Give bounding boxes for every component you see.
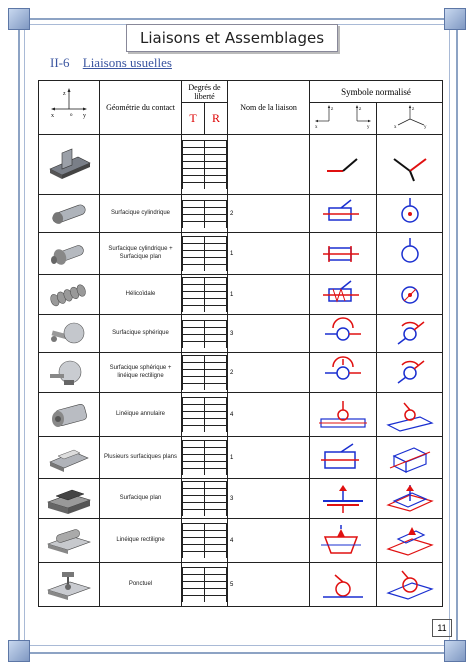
geometry-label: Surfacique cylindrique [100,195,182,233]
section-title: Liaisons usuelles [82,55,172,70]
table-row [39,479,443,519]
symbol-2d [310,275,377,315]
part-illustration [39,353,100,393]
dof-count [228,135,310,195]
table-row [39,275,443,315]
symbol-2d [310,135,377,195]
symbol-2d [310,437,377,479]
svg-text:x: x [51,113,54,119]
section-number: II-6 [50,55,70,70]
symbol-3d [377,195,443,233]
table-row [39,315,443,353]
dof-grid [182,135,228,195]
svg-text:z: z [411,107,414,112]
part-illustration [39,315,100,353]
table-row [39,393,443,437]
svg-text:z: z [63,91,66,97]
dof-count: 3 [228,479,310,519]
corner-ornament-bottom-left [8,640,30,662]
geometry-label: Surfacique cylindrique + Surfacique plan [100,233,182,275]
symbol-axes-2d [310,103,377,135]
symbol-2d [310,479,377,519]
table-row [39,195,443,233]
part-illustration [39,195,100,233]
symbol-axes-3d [377,103,443,135]
dof-grid [182,437,228,479]
symbol-2d [310,233,377,275]
page-title-box [126,24,338,52]
geometry-label: Hélicoïdale [100,275,182,315]
symbol-header: Symbole normalisé [310,81,443,103]
symbol-2d [310,563,377,607]
name-header: Nom de la liaison [228,81,310,135]
dof-grid [182,233,228,275]
part-illustration [39,233,100,275]
symbol-3d [377,563,443,607]
dof-count: 1 [228,233,310,275]
table-row [39,519,443,563]
page-number: 11 [432,619,452,637]
symbol-2d [310,353,377,393]
table-row [39,353,443,393]
dof-count: 2 [228,195,310,233]
axes-header-cell [39,81,100,135]
dof-grid [182,275,228,315]
dof-count: 5 [228,563,310,607]
dof-count: 1 [228,437,310,479]
symbol-3d [377,135,443,195]
symbol-3d [377,233,443,275]
corner-ornament-top-left [8,8,30,30]
part-illustration [39,519,100,563]
dof-count: 4 [228,519,310,563]
svg-text:o: o [70,113,73,118]
table-row [39,135,443,195]
corner-ornament-top-right [444,8,466,30]
geometry-label: Surfacique sphérique [100,315,182,353]
symbol-3d [377,353,443,393]
dof-grid [182,195,228,233]
geometry-header: Géométrie du contact [100,81,182,135]
t-header: T [182,103,205,135]
axes-icon [44,85,94,125]
r-header: R [205,103,228,135]
svg-text:z: z [331,107,334,112]
part-illustration [39,437,100,479]
symbol-3d [377,315,443,353]
geometry-label: Ponctuel [100,563,182,607]
page-title: Liaisons et Assemblages [139,29,325,47]
geometry-label: Plusieurs surfaciques plans [100,437,182,479]
symbol-2d [310,195,377,233]
section-heading [50,55,172,71]
geometry-label: Surfacique plan [100,479,182,519]
part-illustration [39,393,100,437]
part-illustration [39,135,100,195]
symbol-3d [377,519,443,563]
geometry-label [100,135,182,195]
dof-grid [182,563,228,607]
dof-grid [182,353,228,393]
svg-text:y: y [367,125,370,129]
geometry-label: Linéique annulaire [100,393,182,437]
table-row [39,437,443,479]
dof-grid [182,315,228,353]
part-illustration [39,479,100,519]
liaisons-table [38,80,443,607]
part-illustration [39,275,100,315]
dof-count: 3 [228,315,310,353]
dof-count: 1 [228,275,310,315]
svg-text:z: z [359,107,362,112]
symbol-3d [377,275,443,315]
symbol-2d [310,393,377,437]
symbol-2d [310,315,377,353]
svg-text:y: y [83,113,86,119]
dof-grid [182,519,228,563]
symbol-2d [310,519,377,563]
svg-text:x: x [393,125,397,129]
svg-text:x: x [315,125,318,129]
svg-text:y: y [423,125,427,129]
geometry-label: Surfacique sphérique + linéique rectiligne [100,353,182,393]
symbol-3d [377,437,443,479]
part-illustration [39,563,100,607]
dof-grid [182,479,228,519]
symbol-3d [377,393,443,437]
dof-count: 2 [228,353,310,393]
dof-header: Degrés de liberté [182,81,228,103]
corner-ornament-bottom-right [444,640,466,662]
table-row [39,563,443,607]
dof-count: 4 [228,393,310,437]
table-row [39,233,443,275]
dof-grid [182,393,228,437]
geometry-label: Linéique rectiligne [100,519,182,563]
symbol-3d [377,479,443,519]
